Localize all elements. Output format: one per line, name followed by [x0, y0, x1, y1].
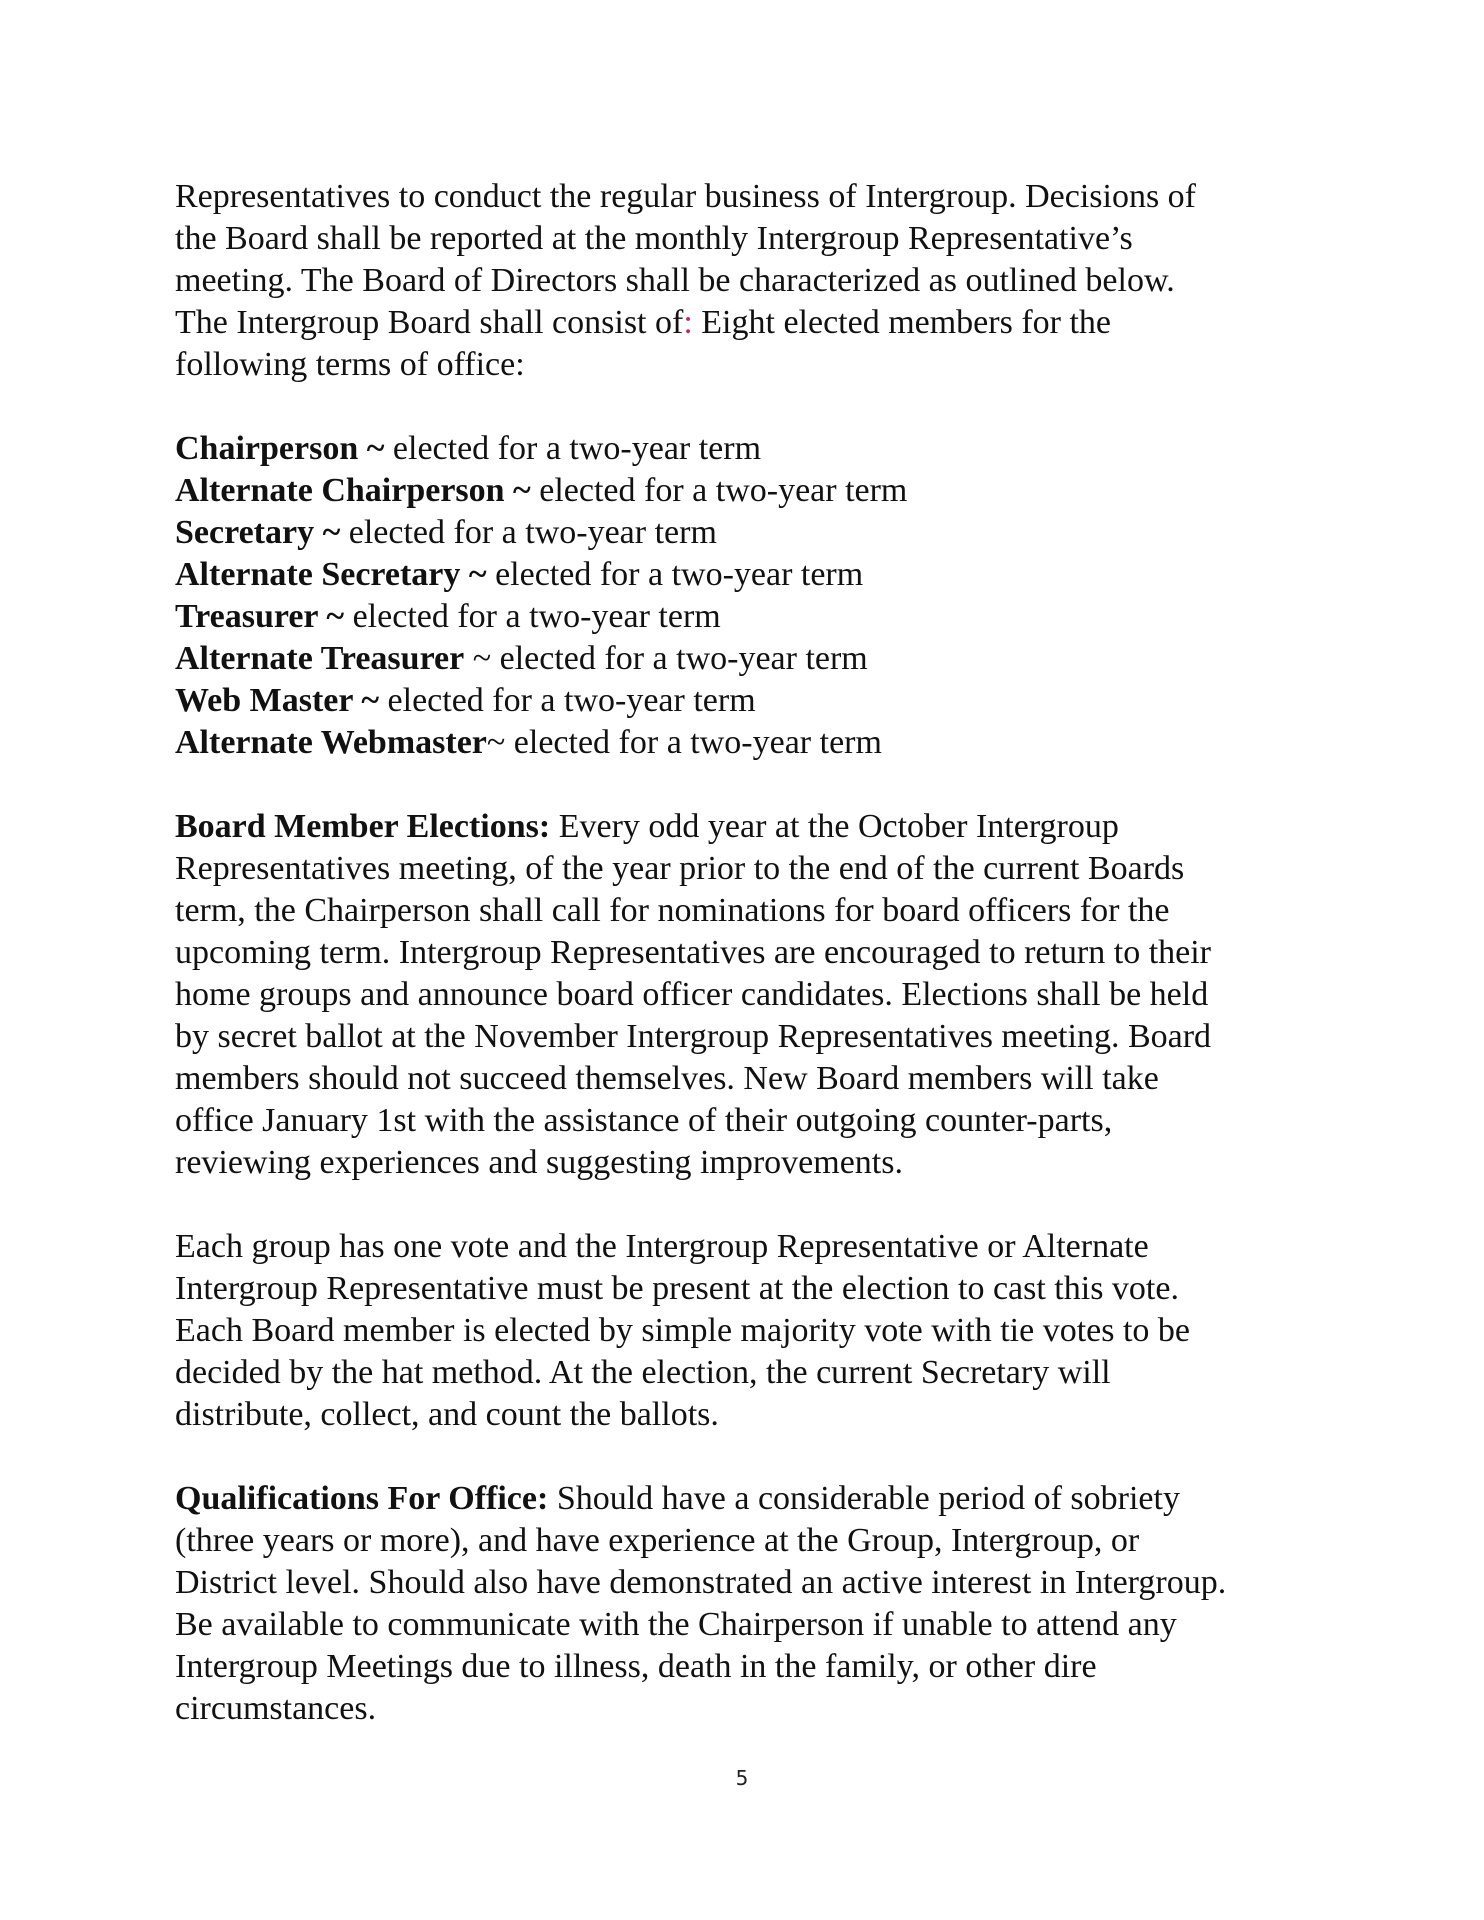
text-fragment: The Intergroup Board shall consist of	[175, 304, 684, 341]
text-line: Representatives to conduct the regular business of Intergroup. Decisions of	[175, 178, 1196, 215]
page-number: 5	[735, 1766, 749, 1790]
office-title: Alternate Secretary ~	[175, 556, 487, 593]
text-line: District level. Should also have demonstrated an active interest in Intergroup.	[175, 1564, 1227, 1601]
section-heading: Board Member Elections:	[175, 808, 551, 845]
text-line: Be available to communicate with the Chairperson if unable to attend any	[175, 1606, 1177, 1643]
office-item	[175, 512, 1335, 554]
text-line: distribute, collect, and count the ballots.	[175, 1396, 719, 1433]
accent-colon: :	[683, 304, 693, 341]
text-line: upcoming term. Intergroup Representatives are encouraged to return to their	[175, 934, 1212, 971]
document-page	[175, 176, 1335, 1730]
text-line: by secret ballot at the November Intergroup Representatives meeting. Board	[175, 1018, 1212, 1055]
office-term: elected for a two-year term	[344, 598, 721, 635]
text-line	[175, 1478, 1335, 1520]
paragraph-gap	[175, 386, 1335, 428]
text-fragment: Every odd year at the October Intergroup	[550, 808, 1119, 845]
text-line: (three years or more), and have experience at the Group, Intergroup, or	[175, 1522, 1140, 1559]
text-line: Representatives meeting, of the year prior to the end of the current Boards	[175, 850, 1185, 887]
text-line: office January 1st with the assistance of their outgoing counter-parts,	[175, 1102, 1113, 1139]
office-title: Alternate Treasurer	[175, 640, 465, 677]
office-title: Secretary ~	[175, 514, 341, 551]
text-line: Each Board member is elected by simple majority vote with tie votes to be	[175, 1312, 1191, 1349]
paragraph-gap	[175, 764, 1335, 806]
voting-paragraph	[175, 1226, 1335, 1436]
paragraph-gap	[175, 1184, 1335, 1226]
text-fragment: Should have a considerable period of sobriety	[548, 1480, 1180, 1517]
office-term: elected for a two-year term	[384, 430, 762, 467]
office-title: Treasurer ~	[175, 598, 345, 635]
elections-paragraph	[175, 806, 1335, 1184]
office-term: ~ elected for a two-year term	[464, 640, 868, 677]
office-term: elected for a two-year term	[340, 514, 717, 551]
office-title: Web Master ~	[175, 682, 380, 719]
text-line: meeting. The Board of Directors shall be characterized as outlined below.	[175, 262, 1175, 299]
office-item	[175, 470, 1335, 512]
text-line: home groups and announce board officer candidates. Elections shall be held	[175, 976, 1209, 1013]
text-line: decided by the hat method. At the election, the current Secretary will	[175, 1354, 1111, 1391]
office-item	[175, 638, 1335, 680]
text-line: reviewing experiences and suggesting improvements.	[175, 1144, 903, 1181]
paragraph-gap	[175, 1436, 1335, 1478]
office-item	[175, 596, 1335, 638]
qualifications-paragraph	[175, 1478, 1335, 1730]
text-line: circumstances.	[175, 1690, 377, 1727]
intro-paragraph	[175, 176, 1335, 386]
text-line: following terms of office:	[175, 346, 525, 383]
text-line	[175, 302, 1335, 344]
text-line: Intergroup Meetings due to illness, death in the family, or other dire	[175, 1648, 1097, 1685]
office-title: Chairperson ~	[175, 430, 385, 467]
office-item	[175, 428, 1335, 470]
office-item	[175, 680, 1335, 722]
office-term: elected for a two-year term	[486, 556, 864, 593]
text-line: Intergroup Representative must be present at the election to cast this vote.	[175, 1270, 1179, 1307]
office-title: Alternate Chairperson ~	[175, 472, 531, 509]
text-line: term, the Chairperson shall call for nominations for board officers for the	[175, 892, 1170, 929]
office-term: elected for a two-year term	[379, 682, 756, 719]
text-line: the Board shall be reported at the monthly Intergroup Representative’s	[175, 220, 1133, 257]
office-item	[175, 554, 1335, 596]
office-item	[175, 722, 1335, 764]
text-line: members should not succeed themselves. New Board members will take	[175, 1060, 1159, 1097]
office-term: elected for a two-year term	[530, 472, 908, 509]
text-line: Each group has one vote and the Intergroup Representative or Alternate	[175, 1228, 1149, 1265]
office-list	[175, 428, 1335, 764]
section-heading: Qualifications For Office:	[175, 1480, 549, 1517]
office-term: ~ elected for a two-year term	[486, 724, 882, 761]
text-fragment: Eight elected members for the	[692, 304, 1112, 341]
office-title: Alternate Webmaster	[175, 724, 487, 761]
text-line	[175, 806, 1335, 848]
